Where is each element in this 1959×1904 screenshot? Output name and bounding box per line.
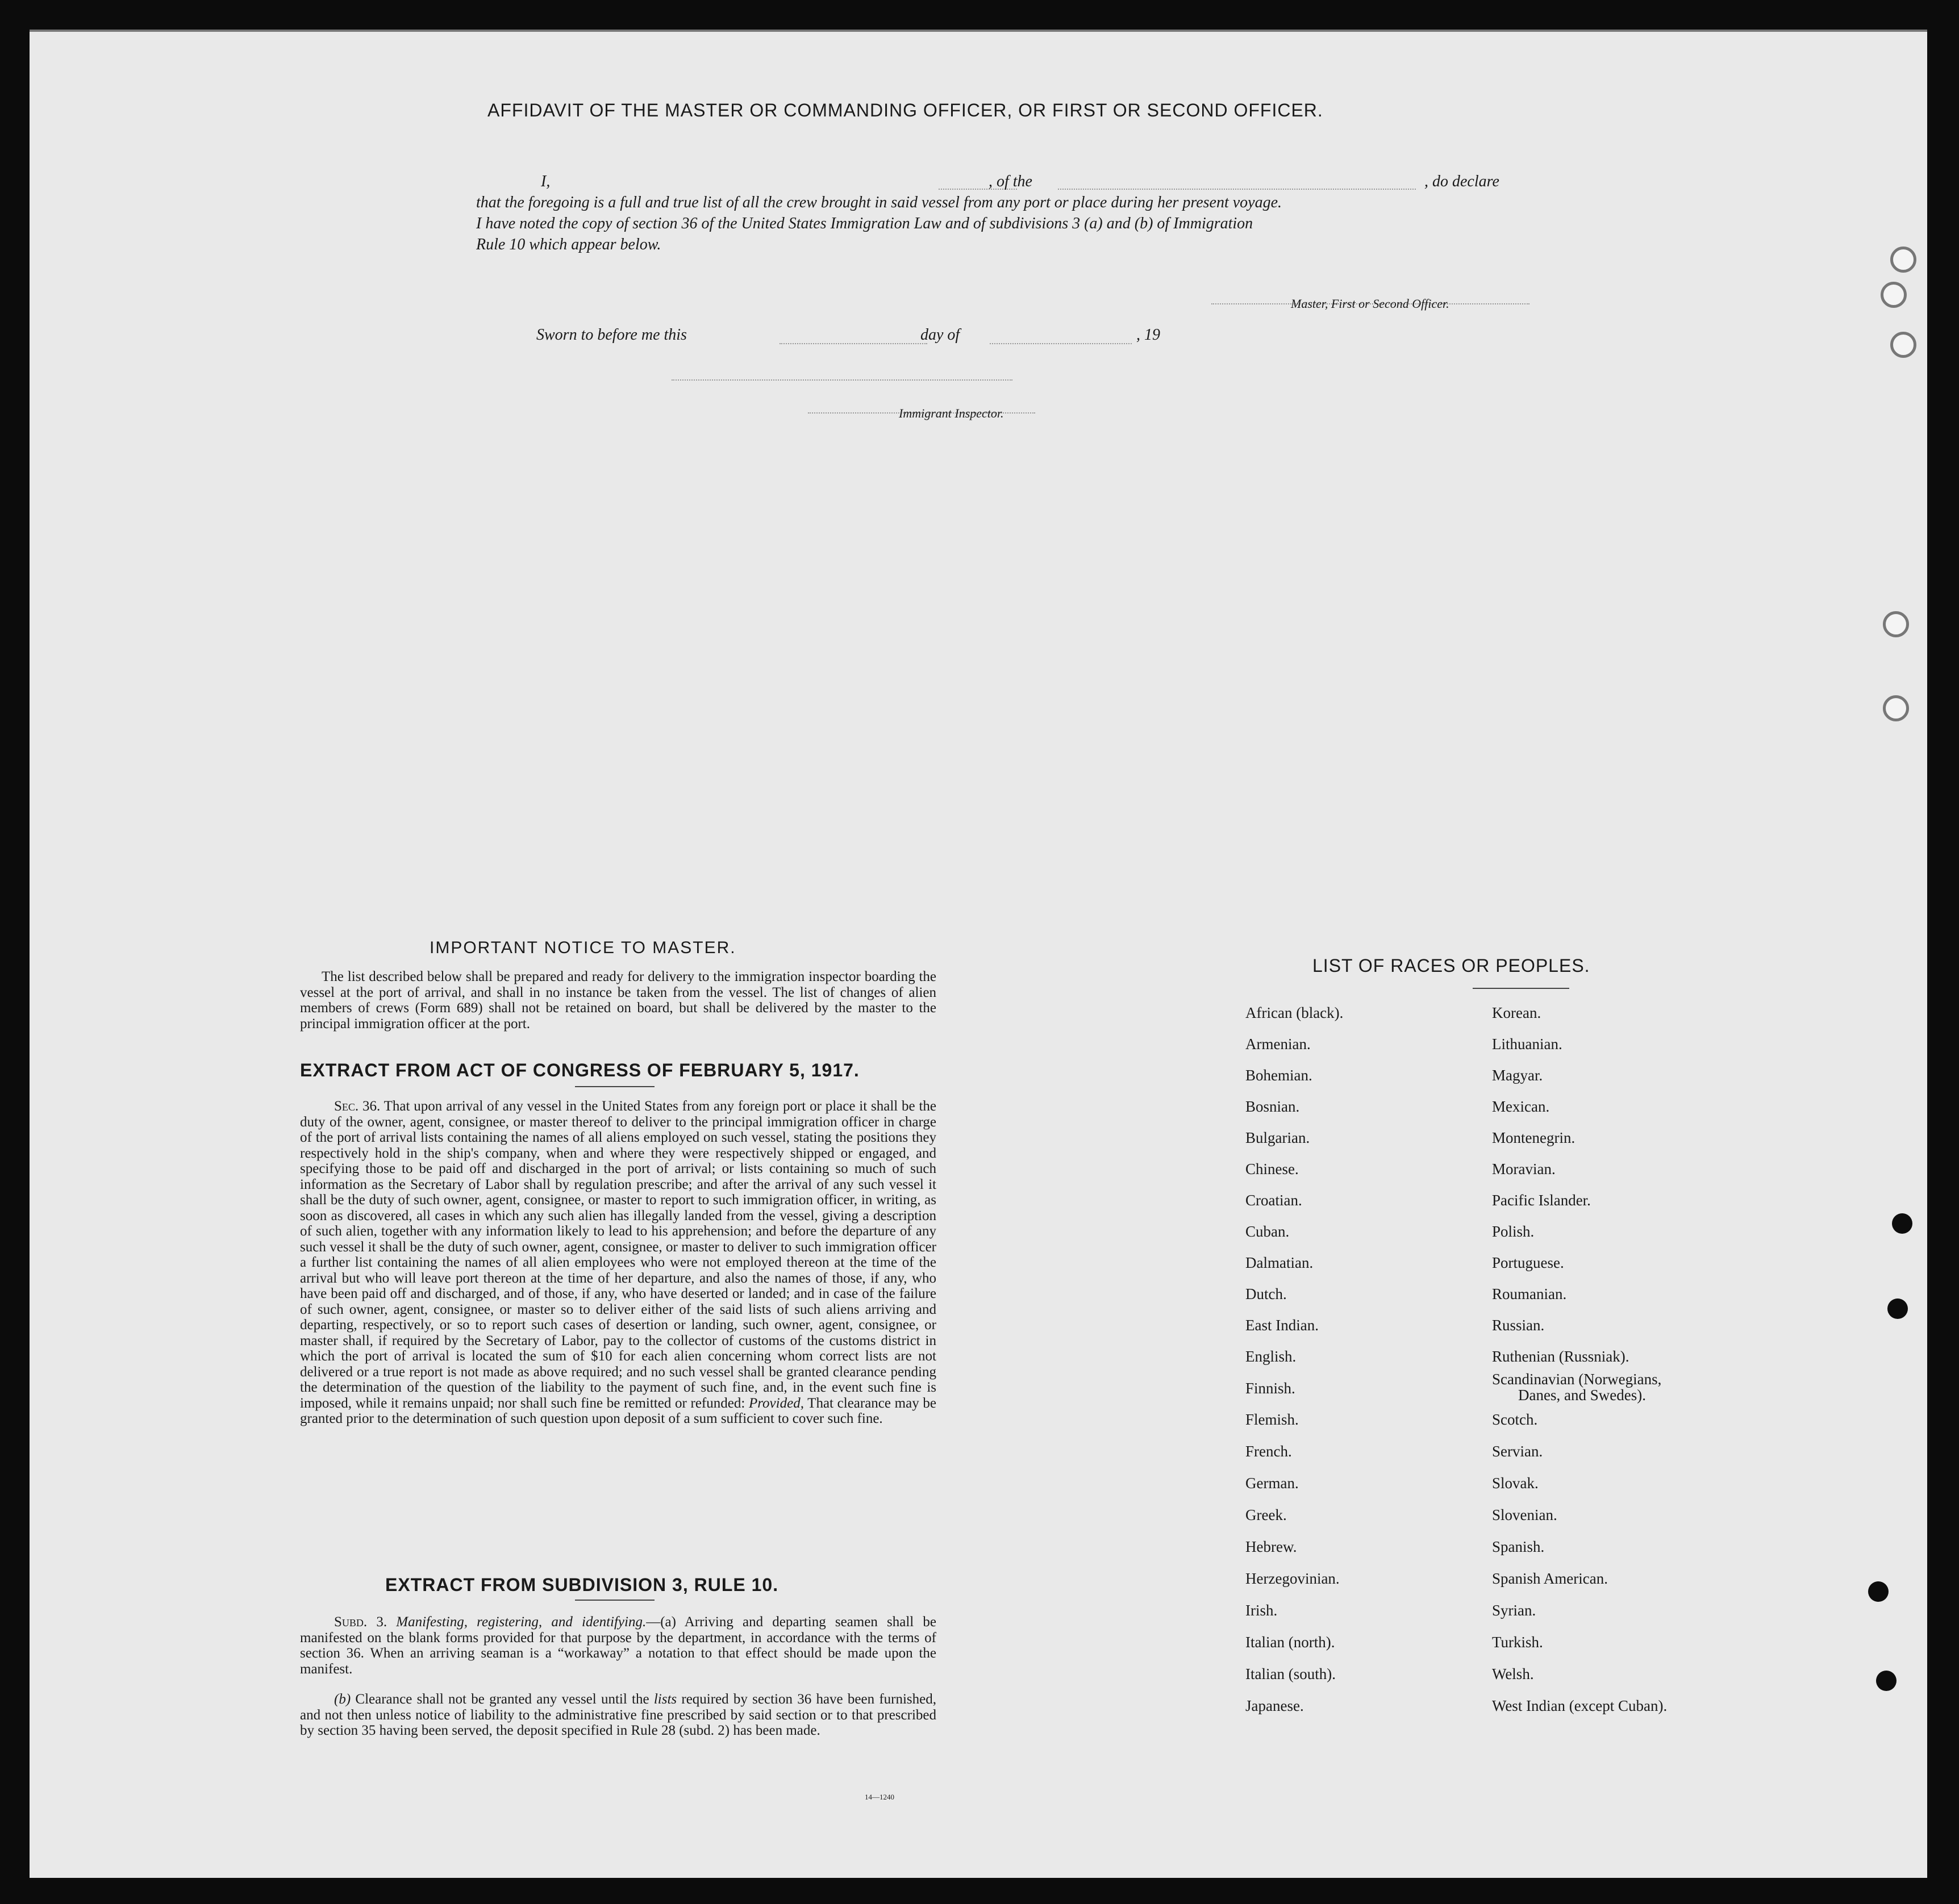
affidavit-line-4: Rule 10 which appear below.: [476, 236, 661, 253]
affidavit-line-3: I have noted the copy of section 36 of the United States Immigration Law and of subdivisions 3 (a) and (b) of Immigration: [476, 215, 1253, 232]
month-blank: [990, 343, 1132, 344]
race-right-item: Polish.: [1492, 1223, 1535, 1240]
rule-para-a-marker: —(a): [646, 1614, 676, 1630]
sworn-before: Sworn to before me this: [536, 326, 687, 344]
rule-subd-heading: Manifesting, registering, and identifying.: [396, 1614, 647, 1630]
race-right-item: Ruthenian (Russniak).: [1492, 1348, 1629, 1365]
race-left-item: Dutch.: [1245, 1285, 1287, 1302]
manifest-back-page: [30, 30, 1927, 1878]
race-right-item: Spanish.: [1492, 1538, 1545, 1555]
act-section-36: [300, 1099, 936, 1427]
race-right-item: Korean.: [1492, 1004, 1541, 1021]
race-left-item: Italian (north).: [1245, 1634, 1335, 1651]
race-left-item: Flemish.: [1245, 1411, 1299, 1428]
inspector-label: Immigrant Inspector.: [899, 406, 1004, 420]
race-right-item: Servian.: [1492, 1443, 1543, 1460]
binder-hole: [1890, 247, 1916, 273]
race-left-item: Finnish.: [1245, 1380, 1295, 1397]
signature-label: Master, First or Second Officer.: [1291, 297, 1449, 311]
race-left-item: Japanese.: [1245, 1697, 1304, 1714]
race-left-item: English.: [1245, 1348, 1297, 1365]
binder-hole: [1883, 695, 1909, 721]
race-right-item: Lithuanian.: [1492, 1035, 1562, 1053]
rule-para-b-text-1: Clearance shall not be granted any vessel until the: [355, 1692, 649, 1707]
race-left-item: Greek.: [1245, 1506, 1287, 1523]
race-right-item: Welsh.: [1492, 1665, 1534, 1682]
race-left-item: African (black).: [1245, 1004, 1344, 1021]
race-left-item: Bulgarian.: [1245, 1129, 1310, 1146]
affidavit-title: AFFIDAVIT OF THE MASTER OR COMMANDING OFFICER, OR FIRST OR SECOND OFFICER.: [487, 100, 1323, 120]
day-blank: [780, 343, 927, 344]
rule-para-a-text: Arriving and departing seamen shall be manifested on the blank forms provided for that purpose by the department, in accordance with the terms of section 36. When an arriving seaman is a “workaway” a notation to that effect should be made upon the manifest.: [300, 1614, 936, 1677]
affidavit-of-the: , of the: [989, 173, 1032, 190]
rule-subd-label: Subd. 3.: [334, 1614, 387, 1630]
binder-hole: [1883, 611, 1909, 637]
race-left-item: Dalmatian.: [1245, 1254, 1314, 1271]
race-right-item: Moravian.: [1492, 1160, 1556, 1178]
act-title: EXTRACT FROM ACT OF CONGRESS OF FEBRUARY 5, 1917.: [300, 1060, 860, 1080]
race-right-item: Portuguese.: [1492, 1254, 1564, 1271]
binder-hole: [1868, 1581, 1889, 1602]
rule-para-b-lists: lists: [653, 1692, 677, 1707]
rule-para-b-text-2: required by section 36 have been furnished, and not then unless notice of liability to the administrative fine prescribed by said section or to that prescribed by section 35 having been served, the deposit specified in Rule 28 (subd. 2) has been made.: [300, 1692, 936, 1738]
race-right-item: Magyar.: [1492, 1067, 1543, 1084]
form-number: 14—1240: [865, 1793, 894, 1801]
rule-para-b: [300, 1692, 936, 1739]
race-left-item: Hebrew.: [1245, 1538, 1297, 1555]
race-right-item: Mexican.: [1492, 1098, 1550, 1115]
act-body-a: That upon arrival of any vessel in the United States from any foreign port or place it shall be the duty of the owner, agent, consignee, or master thereof to deliver to the principal immigration officer in charge of the port of arrival lists containing the names of all aliens employed on such vessel, stating the positions they respectively hold in the ship's company, when and where they were respectively shipped or engaged, and specifying those to be paid off and discharged in the port of arrival; or lists containing so much of such information as the Secretary of Labor shall by regulation prescribe; and after the arrival of any such vessel it shall be the duty of such owner, agent, consignee, or master to report to such immigration officer, in writing, as soon as discovered, all cases in which any such alien has illegally landed from the vessel, giving a description of such alien, together with any information likely to lead to his apprehension; and before the departure of any such vessel it shall be the duty of such owner, agent, consignee, or master to deliver to such immigration officer a further list containing the names of all alien employees who were not employed thereon at the time of the arrival but who will leave port thereon at the time of her departure, and also the names of those, if any, who have been paid off and discharged, and of those, if any, who have deserted or landed; and in case of the failure of such owner, agent, consignee, or master so to deliver either of the said lists of such aliens arriving and departing, respectively, or so to report such cases of desertion or landing, such owner, agent, consignee, or master shall, if required by the Secretary of Labor, pay to the collector of customs of the customs district in which the port of arrival is located the sum of $10 for each alien concerning whom correct lists are not delivered or a true report is not made as above required; and no such vessel shall be granted clearance pending the determination of the question of the liability to the payment of such fine, and, in the event such fine is imposed, while it remains unpaid; nor shall such fine be remitted or refunded:: [300, 1099, 936, 1411]
act-provided: Provided,: [748, 1395, 804, 1411]
affidavit-do-declare: , do declare: [1424, 173, 1499, 190]
binder-hole: [1887, 1298, 1908, 1319]
races-title: LIST OF RACES OR PEOPLES.: [1312, 955, 1590, 976]
binder-hole: [1890, 332, 1916, 358]
inspector-line-1: [672, 379, 1012, 381]
affidavit-i: I,: [541, 173, 551, 190]
race-left-item: Italian (south).: [1245, 1665, 1336, 1682]
race-left-item: Bosnian.: [1245, 1098, 1300, 1115]
race-left-item: East Indian.: [1245, 1317, 1319, 1334]
race-left-item: Chinese.: [1245, 1160, 1299, 1178]
race-right-item: West Indian (except Cuban).: [1492, 1697, 1668, 1714]
year-prefix: , 19: [1136, 326, 1160, 344]
rule-title-rule: [575, 1600, 655, 1601]
vessel-blank: [1058, 189, 1416, 190]
races-title-rule: [1473, 988, 1569, 989]
race-left-item: Armenian.: [1245, 1035, 1311, 1053]
rule-title: EXTRACT FROM SUBDIVISION 3, RULE 10.: [385, 1575, 779, 1595]
race-left-item: Bohemian.: [1245, 1067, 1312, 1084]
race-left-item: French.: [1245, 1443, 1292, 1460]
act-body-b: That clearance may be granted prior to the determination of such question upon deposit of a sum sufficient to cover such fine.: [300, 1395, 936, 1426]
race-left-item: Herzegovinian.: [1245, 1570, 1340, 1587]
rule-para-b-marker: (b): [334, 1692, 351, 1707]
notice-title: IMPORTANT NOTICE TO MASTER.: [430, 938, 736, 957]
race-right-item: Slovenian.: [1492, 1506, 1557, 1523]
race-right-item: Montenegrin.: [1492, 1129, 1575, 1146]
race-right-item: Spanish American.: [1492, 1570, 1608, 1587]
race-right-item: Roumanian.: [1492, 1285, 1567, 1302]
race-left-item: Irish.: [1245, 1602, 1278, 1619]
race-left-item: German.: [1245, 1475, 1299, 1492]
race-right-item: Slovak.: [1492, 1475, 1539, 1492]
act-title-rule: [575, 1086, 655, 1087]
day-of: day of: [920, 326, 960, 344]
race-left-item: Cuban.: [1245, 1223, 1290, 1240]
race-left-item: Croatian.: [1245, 1192, 1302, 1209]
binder-hole: [1876, 1671, 1897, 1691]
race-right-item: Scotch.: [1492, 1411, 1538, 1428]
race-right-item: Turkish.: [1492, 1634, 1543, 1651]
race-right-item: Russian.: [1492, 1317, 1545, 1334]
binder-hole: [1881, 282, 1907, 308]
act-section-label: Sec. 36.: [334, 1099, 381, 1114]
race-right-item: [1492, 1371, 1661, 1403]
affidavit-line-2: that the foregoing is a full and true list of all the crew brought in said vessel from any port or place during her present voyage.: [476, 194, 1282, 211]
rule-para-a: [300, 1614, 936, 1677]
race-right-item: Syrian.: [1492, 1602, 1536, 1619]
race-scandinavian-cont: Danes, and Swedes).: [1518, 1387, 1646, 1404]
binder-hole: [1892, 1213, 1912, 1234]
race-right-item: Pacific Islander.: [1492, 1192, 1591, 1209]
race-scandinavian: Scandinavian (Norwegians,: [1492, 1371, 1662, 1388]
notice-body: The list described below shall be prepared and ready for delivery to the immigration inspector boarding the vessel at the port of arrival, and shall in no instance be taken from the vessel. The list of changes of alien members of crews (Form 689) shall not be retained on board, but shall be delivered by the master to the principal immigration officer at the port.: [300, 969, 936, 1032]
